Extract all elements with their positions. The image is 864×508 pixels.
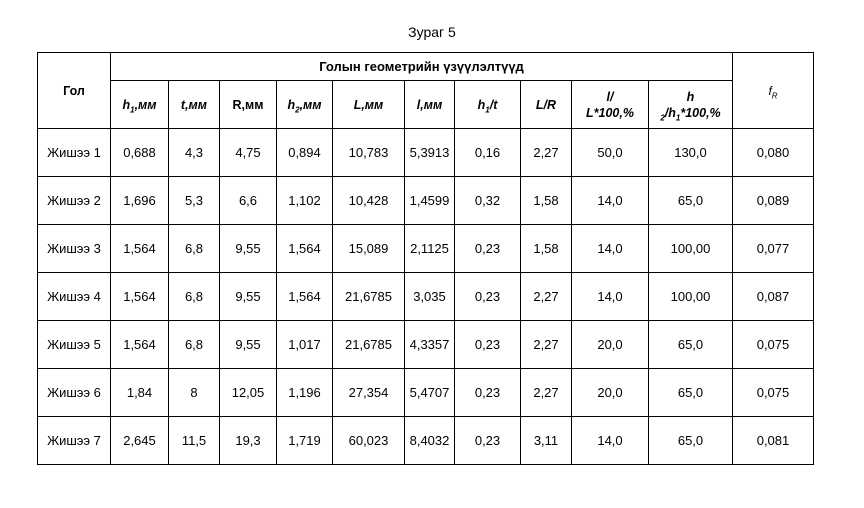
table-cell: 65,0 <box>649 369 733 417</box>
col-L: L,мм <box>333 81 405 129</box>
table-cell: 14,0 <box>572 225 649 273</box>
table-cell: 1,719 <box>277 417 333 465</box>
table-cell: 10,783 <box>333 129 405 177</box>
wrapped-value: 1,4599 <box>409 192 450 208</box>
table-cell: 1,017 <box>277 321 333 369</box>
fr-column-header <box>733 53 814 129</box>
col-h1-t: $h_1/t$ <box>455 81 521 129</box>
table-cell: 20,0 <box>572 369 649 417</box>
table-cell: 21,6785 <box>333 273 405 321</box>
table-cell: 65,0 <box>649 417 733 465</box>
table-cell <box>405 273 455 321</box>
geometry-table <box>37 52 814 465</box>
wrapped-value: 8,4032 <box>409 432 450 448</box>
table-cell: 6,8 <box>169 225 220 273</box>
col-l-L-percent: l/ L*100,% <box>572 81 649 129</box>
row-name: Жишээ 7 <box>38 417 111 465</box>
table-cell: 0,075 <box>733 369 814 417</box>
table-cell: 1,564 <box>111 225 169 273</box>
table-cell: 2,27 <box>521 369 572 417</box>
table-cell <box>405 177 455 225</box>
table-cell: 1,564 <box>111 273 169 321</box>
wrapped-value: 2,1125 <box>410 240 449 256</box>
table-cell: 27,354 <box>333 369 405 417</box>
table-cell: 11,5 <box>169 417 220 465</box>
geometry-group-header: Голын геометрийн үзүүлэлтүүд <box>111 53 733 81</box>
table-cell <box>405 129 455 177</box>
table-cell: 15,089 <box>333 225 405 273</box>
table-cell: 0,23 <box>455 273 521 321</box>
table-cell: 0,32 <box>455 177 521 225</box>
table-cell: 65,0 <box>649 321 733 369</box>
table-cell: 12,05 <box>220 369 277 417</box>
table-cell: 1,58 <box>521 177 572 225</box>
table-cell <box>405 225 455 273</box>
table-cell: 9,55 <box>220 273 277 321</box>
table-row <box>38 225 814 273</box>
fr-main: f <box>768 83 772 98</box>
table-cell: 2,27 <box>521 273 572 321</box>
table-body <box>38 129 814 465</box>
table-cell <box>405 321 455 369</box>
table-cell: 4,75 <box>220 129 277 177</box>
wrapped-value: 3,035 <box>413 288 446 304</box>
table-cell: 0,688 <box>111 129 169 177</box>
table-row <box>38 273 814 321</box>
table-row <box>38 369 814 417</box>
row-name: Жишээ 5 <box>38 321 111 369</box>
row-name: Жишээ 6 <box>38 369 111 417</box>
table-cell: 0,081 <box>733 417 814 465</box>
table-cell: 60,023 <box>333 417 405 465</box>
table-cell: 6,6 <box>220 177 277 225</box>
table-cell: 9,55 <box>220 225 277 273</box>
col-t: t,мм <box>169 81 220 129</box>
col-l: l,мм <box>405 81 455 129</box>
table-cell: 0,077 <box>733 225 814 273</box>
table-cell: 65,0 <box>649 177 733 225</box>
table-cell: 1,564 <box>277 273 333 321</box>
table-cell: 1,696 <box>111 177 169 225</box>
table-cell: 14,0 <box>572 177 649 225</box>
row-name: Жишээ 4 <box>38 273 111 321</box>
table-cell: 100,00 <box>649 225 733 273</box>
col-r: R,мм <box>220 81 277 129</box>
table-cell: 0,075 <box>733 321 814 369</box>
table-cell: 100,00 <box>649 273 733 321</box>
table-cell <box>405 369 455 417</box>
table-cell: 14,0 <box>572 273 649 321</box>
river-column-header: Гол <box>38 53 111 129</box>
col-h2: $h_2,мм$ <box>277 81 333 129</box>
row-name: Жишээ 1 <box>38 129 111 177</box>
table-cell: 0,080 <box>733 129 814 177</box>
table-cell: 1,564 <box>277 225 333 273</box>
table-cell: 0,23 <box>455 417 521 465</box>
table-cell: 20,0 <box>572 321 649 369</box>
table-cell: 0,23 <box>455 225 521 273</box>
row-name: Жишээ 3 <box>38 225 111 273</box>
table-cell: 1,564 <box>111 321 169 369</box>
table-cell: 6,8 <box>169 321 220 369</box>
table-cell: 5,3 <box>169 177 220 225</box>
table-cell: 2,645 <box>111 417 169 465</box>
table-cell: 1,84 <box>111 369 169 417</box>
table-row <box>38 177 814 225</box>
table-cell: 8 <box>169 369 220 417</box>
wrapped-value: 4,3357 <box>409 336 450 352</box>
table-cell: 0,16 <box>455 129 521 177</box>
table-cell: 1,196 <box>277 369 333 417</box>
wrapped-value: 5,3913 <box>409 144 450 160</box>
table-cell: 50,0 <box>572 129 649 177</box>
row-name: Жишээ 2 <box>38 177 111 225</box>
table-cell: 1,58 <box>521 225 572 273</box>
table-cell: 9,55 <box>220 321 277 369</box>
table-cell: 10,428 <box>333 177 405 225</box>
table-row <box>38 129 814 177</box>
table-cell: 19,3 <box>220 417 277 465</box>
figure-caption: Зураг 5 <box>408 24 456 40</box>
table-row <box>38 417 814 465</box>
col-h2-h1-percent: h $_2/h_1*100,\%$ <box>649 81 733 129</box>
table-cell: 21,6785 <box>333 321 405 369</box>
wrapped-value: 5,4707 <box>409 384 450 400</box>
table-cell: 0,089 <box>733 177 814 225</box>
col-L-R: L/R <box>521 81 572 129</box>
table-cell: 3,11 <box>521 417 572 465</box>
table-row <box>38 321 814 369</box>
table-cell: 130,0 <box>649 129 733 177</box>
table-cell <box>405 417 455 465</box>
table-cell: 0,23 <box>455 369 521 417</box>
table-cell: 0,894 <box>277 129 333 177</box>
table-cell: 2,27 <box>521 129 572 177</box>
table-cell: 14,0 <box>572 417 649 465</box>
table-cell: 0,23 <box>455 321 521 369</box>
col-h1: $h_1,мм$ <box>111 81 169 129</box>
table-cell: 0,087 <box>733 273 814 321</box>
table-cell: 2,27 <box>521 321 572 369</box>
fr-sub: R <box>771 90 778 100</box>
table-cell: 4,3 <box>169 129 220 177</box>
table-cell: 1,102 <box>277 177 333 225</box>
table-cell: 6,8 <box>169 273 220 321</box>
